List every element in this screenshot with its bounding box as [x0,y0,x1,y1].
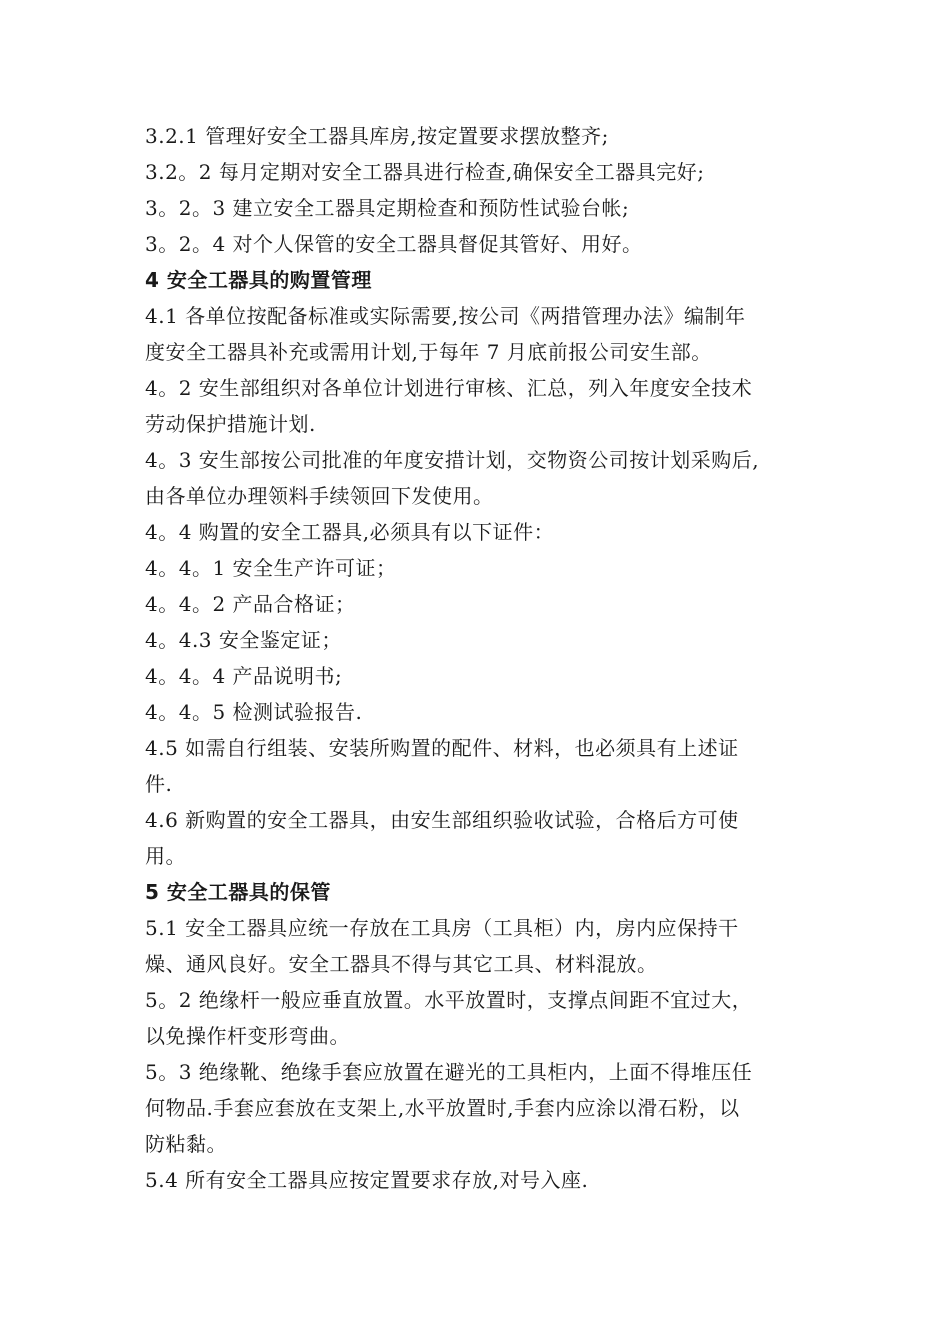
text-line: 燥、通风良好。安全工器具不得与其它工具、材料混放。 [145,952,658,976]
text-line: 3.2.1 管理好安全工器具库房,按定置要求摆放整齐; [145,124,609,148]
text-line: 4.5 如需自行组装、安装所购置的配件、材料，也必须具有上述证 [145,736,739,760]
text-line: 防粘黏。 [145,1132,227,1156]
text-line: 5.1 安全工器具应统一存放在工具房（工具柜）内，房内应保持干 [145,916,739,940]
text-line: 以免操作杆变形弯曲。 [145,1024,350,1048]
text-line: 4。4。5 检测试验报告. [145,700,363,724]
text-line: 用。 [145,844,186,868]
text-line: 由各单位办理领料手续领回下发使用。 [145,484,494,508]
text-line: 3.2。2 每月定期对安全工器具进行检查,确保安全工器具完好; [145,160,705,184]
section-heading: 5 安全工器具的保管 [145,880,331,904]
text-line: 4。4.3 安全鉴定证； [145,628,342,652]
text-line: 4。4。4 产品说明书; [145,664,343,688]
text-line: 5。3 绝缘靴、绝缘手套应放置在避光的工具柜内，上面不得堆压任 [145,1060,753,1084]
text-line: 4。3 安生部按公司批准的年度安措计划，交物资公司按计划采购后, [145,448,760,472]
text-line: 4。2 安生部组织对各单位计划进行审核、汇总，列入年度安全技术 [145,376,753,400]
text-line: 4。4 购置的安全工器具,必须具有以下证件： [145,520,555,544]
text-line: 劳动保护措施计划. [145,412,316,436]
text-line: 4。4。2 产品合格证； [145,592,356,616]
text-line: 件. [145,772,173,796]
text-line: 度安全工器具补充或需用计划,于每年 7 月底前报公司安生部。 [145,340,712,364]
text-line: 4.1 各单位按配备标准或实际需要,按公司《两措管理办法》编制年 [145,304,746,328]
document-body [145,118,825,1198]
text-line: 5。2 绝缘杆一般应垂直放置。水平放置时，支撑点间距不宜过大， [145,988,753,1012]
section-heading: 4 安全工器具的购置管理 [145,268,372,292]
text-line: 3。2。4 对个人保管的安全工器具督促其管好、用好。 [145,232,643,256]
text-line: 4.6 新购置的安全工器具，由安生部组织验收试验，合格后方可使 [145,808,739,832]
text-line: 4。4。1 安全生产许可证； [145,556,397,580]
text-line: 何物品.手套应套放在支架上,水平放置时,手套内应涂以滑石粉，以 [145,1096,740,1120]
text-line: 3。2。3 建立安全工器具定期检查和预防性试验台帐; [145,196,630,220]
text-line: 5.4 所有安全工器具应按定置要求存放,对号入座. [145,1168,589,1192]
